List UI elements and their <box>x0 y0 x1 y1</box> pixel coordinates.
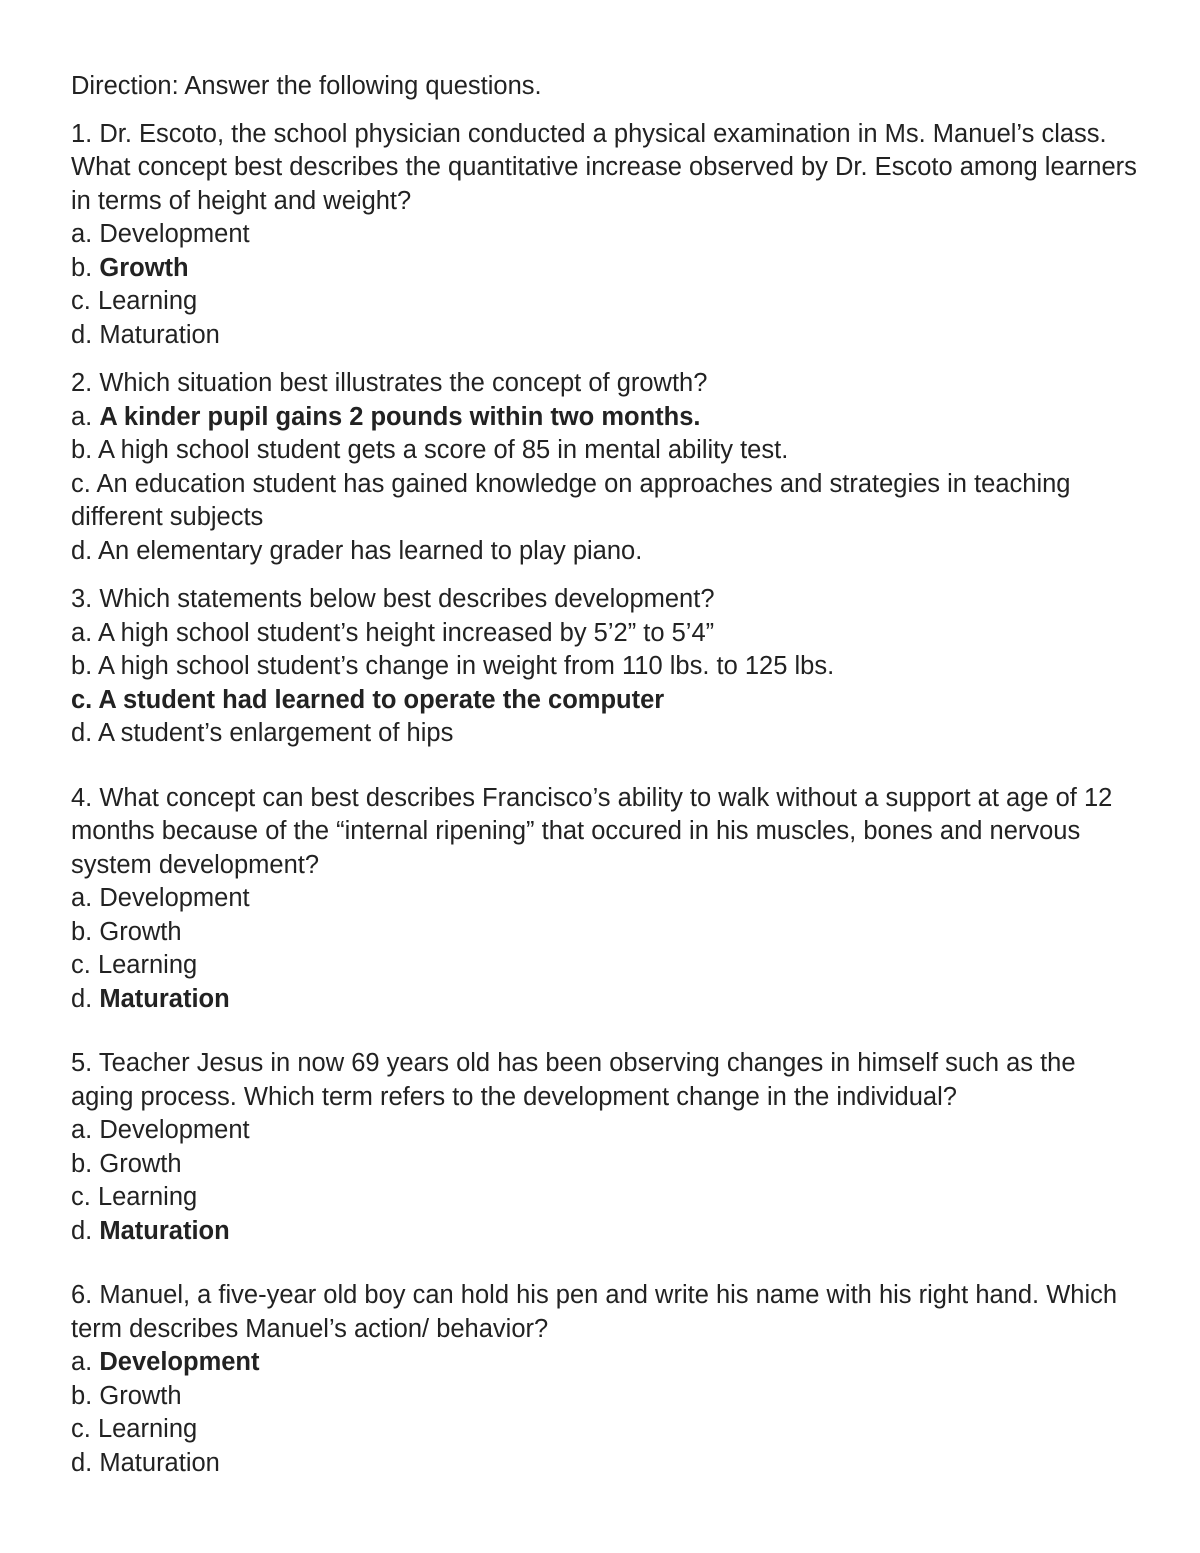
option-letter: c. <box>71 951 91 979</box>
option-d-correct <box>71 983 1141 1017</box>
option-text: A student had learned to operate the computer <box>98 685 665 714</box>
option-a <box>71 617 1141 651</box>
option-text: Development <box>99 884 250 912</box>
option-text: Maturation <box>99 984 230 1013</box>
option-letter: a. <box>71 884 93 912</box>
option-text: An education student has gained knowledge on approaches and strategies in teaching different subjects <box>71 469 1071 531</box>
option-letter: a. <box>71 402 93 431</box>
option-letter: b. <box>71 917 93 946</box>
option-c <box>71 1413 1141 1447</box>
options-list <box>71 1346 1141 1480</box>
option-text: A high school student’s change in weight from 110 lbs. to 125 lbs. <box>97 652 835 680</box>
option-letter: c. <box>71 1415 91 1443</box>
direction-text: Direction: Answer the following questions. <box>71 72 542 100</box>
option-text: Growth <box>99 1381 182 1410</box>
spacer <box>71 751 1141 782</box>
option-letter: a. <box>71 1348 93 1376</box>
option-text: A student’s enlargement of hips <box>97 719 454 747</box>
option-letter: c. <box>71 1183 91 1211</box>
option-letter: d. <box>71 1216 93 1245</box>
option-b <box>71 434 1141 468</box>
option-letter: b. <box>71 436 93 464</box>
question-3 <box>71 583 1141 751</box>
question-2 <box>71 367 1141 568</box>
options-list <box>71 882 1141 1016</box>
option-d-correct <box>71 1215 1141 1249</box>
option-text: Development <box>99 1116 250 1144</box>
option-letter: b. <box>71 1381 93 1410</box>
option-text: Growth <box>99 253 189 282</box>
question-text: 5. Teacher Jesus in now 69 years old has been observing changes in himself such as the aging process. Which term refers to the development change in the individual? <box>71 1049 1076 1111</box>
option-text: Maturation <box>99 320 220 349</box>
question-4 <box>71 782 1141 1017</box>
option-letter: d. <box>71 719 93 747</box>
option-d <box>71 319 1141 353</box>
spacer <box>71 352 1141 367</box>
option-letter: d. <box>71 984 93 1013</box>
options-list <box>71 401 1141 569</box>
option-c <box>71 285 1141 319</box>
spacer <box>71 568 1141 583</box>
option-d <box>71 1447 1141 1481</box>
option-a-correct <box>71 401 1141 435</box>
spacer <box>71 1248 1141 1279</box>
option-a <box>71 218 1141 252</box>
document-page <box>71 70 1141 1480</box>
option-c <box>71 468 1141 535</box>
option-text: A high school student gets a score of 85 in mental ability test. <box>97 436 789 464</box>
option-text: Development <box>99 1348 260 1376</box>
option-text: An elementary grader has learned to play piano. <box>97 536 643 565</box>
options-list <box>71 218 1141 352</box>
question-text: 4. What concept can best describes Francisco’s ability to walk without a support at age of 12 months because of the “internal ripening” that occured in his muscles, bones and nervous system development? <box>71 783 1113 879</box>
option-letter: a. <box>71 618 93 647</box>
option-d <box>71 717 1141 751</box>
option-letter: b. <box>71 1149 93 1178</box>
question-6 <box>71 1279 1141 1480</box>
option-letter: c. <box>71 469 91 498</box>
option-text: Learning <box>97 1183 198 1211</box>
option-a <box>71 1114 1141 1148</box>
option-text: Growth <box>99 1149 182 1178</box>
option-text: A high school student’s height increased by 5’2” to 5’4” <box>97 618 715 647</box>
question-text: 3. Which statements below best describes development? <box>71 585 715 613</box>
option-text: Learning <box>97 287 198 315</box>
option-text: A kinder pupil gains 2 pounds within two months. <box>99 402 701 431</box>
option-letter: c. <box>71 685 93 714</box>
option-d <box>71 535 1141 569</box>
option-letter: d. <box>71 536 93 565</box>
option-a <box>71 882 1141 916</box>
option-c <box>71 949 1141 983</box>
options-list <box>71 617 1141 751</box>
option-text: Maturation <box>99 1216 230 1245</box>
option-b <box>71 916 1141 950</box>
options-list <box>71 1114 1141 1248</box>
option-letter: b. <box>71 652 93 680</box>
option-b-correct <box>71 252 1141 286</box>
question-5 <box>71 1047 1141 1248</box>
option-text: Learning <box>97 1415 198 1443</box>
question-text: 6. Manuel, a five-year old boy can hold his pen and write his name with his right hand. Which term describes Manuel’s action/ behavior? <box>71 1281 1118 1343</box>
question-text: 1. Dr. Escoto, the school physician conducted a physical examination in Ms. Manuel’s class. What concept best describes the quantitative increase observed by Dr. Escoto among learners in terms of height and weight? <box>71 119 1137 215</box>
option-letter: a. <box>71 220 93 248</box>
question-1 <box>71 118 1141 353</box>
option-letter: d. <box>71 1448 93 1477</box>
option-c-correct <box>71 684 1141 718</box>
option-letter: a. <box>71 1116 93 1144</box>
option-b <box>71 1380 1141 1414</box>
option-a-correct <box>71 1346 1141 1380</box>
option-letter: d. <box>71 320 93 349</box>
option-b <box>71 1148 1141 1182</box>
option-text: Growth <box>99 917 182 946</box>
question-text: 2. Which situation best illustrates the concept of growth? <box>71 369 708 397</box>
option-c <box>71 1181 1141 1215</box>
spacer <box>71 1016 1141 1047</box>
option-letter: b. <box>71 253 93 282</box>
option-text: Learning <box>97 951 198 979</box>
option-letter: c. <box>71 287 91 315</box>
option-text: Maturation <box>99 1448 220 1477</box>
option-b <box>71 650 1141 684</box>
option-text: Development <box>99 220 250 248</box>
